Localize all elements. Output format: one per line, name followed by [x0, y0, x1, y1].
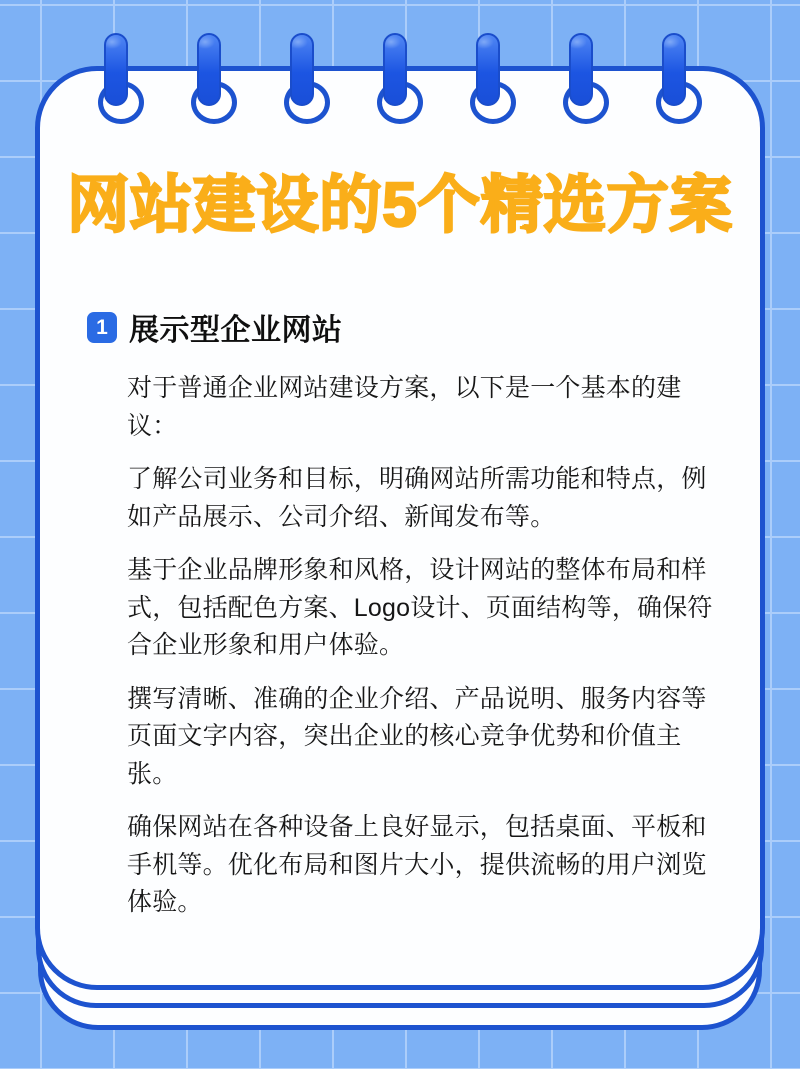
binding-pin — [290, 33, 314, 106]
paragraph: 基于企业品牌形象和风格，设计网站的整体布局和样式，包括配色方案、Logo设计、页面结构等，确保符合企业形象和用户体验。 — [127, 556, 713, 659]
paragraph: 对于普通企业网站建设方案，以下是一个基本的建议： — [127, 374, 682, 440]
binding-pin — [476, 33, 500, 106]
binding-pin — [197, 33, 221, 106]
notepad-content — [40, 71, 760, 985]
binding-pin — [662, 33, 686, 106]
binding-pin — [383, 33, 407, 106]
binding-pin — [104, 33, 128, 106]
binding-pin — [569, 33, 593, 106]
section-number-badge: 1 — [87, 312, 117, 343]
poster-title: 网站建设的5个精选方案 — [67, 171, 733, 240]
notepad-page — [35, 66, 765, 990]
section-heading: 展示型企业网站 — [129, 314, 343, 347]
paragraph: 撰写清晰、准确的企业介绍、产品说明、服务内容等页面文字内容，突出企业的核心竞争优势和价值主张。 — [127, 684, 707, 788]
paragraph: 确保网站在各种设备上良好显示，包括桌面、平板和手机等。优化布局和图片大小，提供流畅的用户浏览体验。 — [127, 813, 707, 916]
section-header — [87, 305, 343, 349]
section-body — [127, 370, 731, 938]
paragraph: 了解公司业务和目标，明确网站所需功能和特点，例如产品展示、公司介绍、新闻发布等。 — [127, 465, 707, 531]
